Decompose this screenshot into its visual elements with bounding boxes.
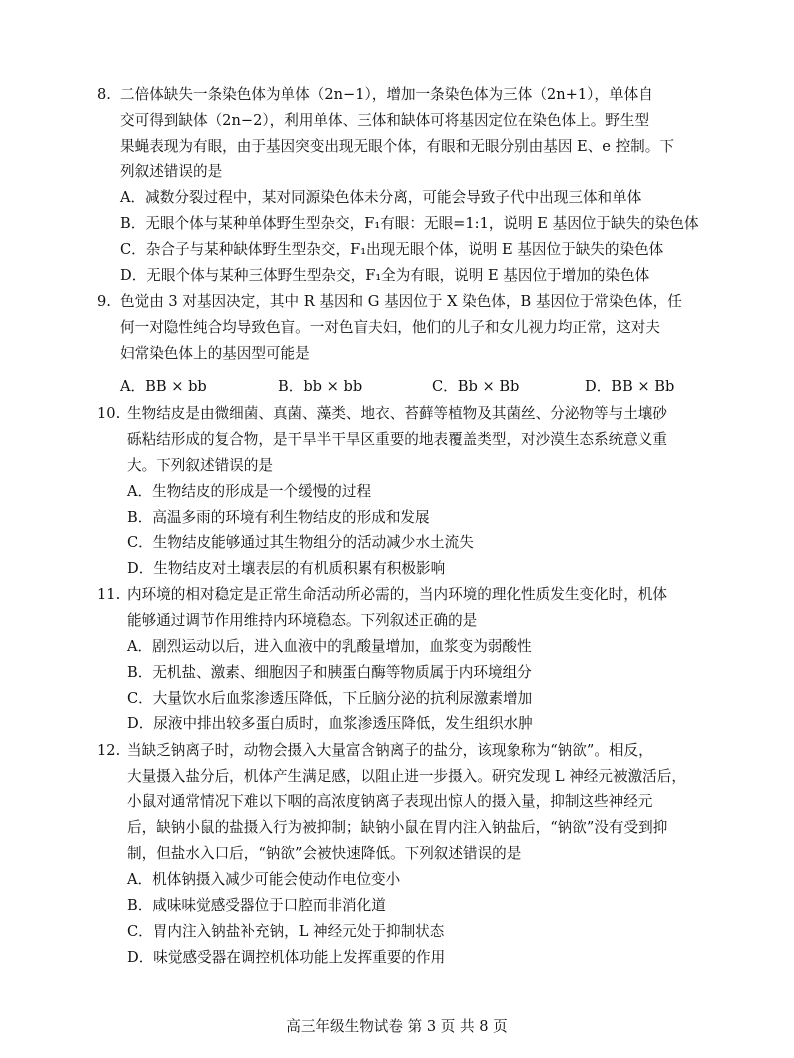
question-9-number: 9. (97, 293, 111, 310)
question-12-stem-line: 大量摄入盐分后，机体产生满足感，以阻止进一步摄入。研究发现 L 神经元被激活后， (127, 768, 686, 785)
question-8-stem-line: 果蝇表现为有眼，由于基因突变出现无眼个体，有眼和无眼分别由基因 E、e 控制。下 (120, 138, 674, 155)
question-10-stem-line: 生物结皮是由微细菌、真菌、藻类、地衣、苔藓等植物及其菌丝、分泌物等与土壤砂 (127, 405, 667, 422)
question-12-stem-line: 制，但盐水入口后，“钠欲”会被快速降低。下列叙述错误的是 (127, 845, 522, 862)
question-11-option-b: B．无机盐、激素、细胞因子和胰蛋白酶等物质属于内环境组分 (127, 664, 532, 681)
question-12-stem-line: 小鼠对通常情况下难以下咽的高浓度钠离子表现出惊人的摄入量，抑制这些神经元 (127, 793, 653, 810)
question-8-stem-line: 交可得到缺体（2n−2），利用单体、三体和缺体可将基因定位在染色体上。野生型 (120, 112, 650, 129)
question-12-number: 12. (97, 742, 121, 759)
question-8-option-d: D．无眼个体与某种三体野生型杂交，F₁全为有眼，说明 E 基因位于增加的染色体 (120, 267, 650, 284)
question-12-stem-line: 当缺乏钠离子时，动物会摄入大量富含钠离子的盐分，该现象称为“钠欲”。相反， (127, 742, 653, 759)
question-10-option-a: A．生物结皮的形成是一个缓慢的过程 (127, 483, 372, 500)
question-11-stem-line: 内环境的相对稳定是正常生命活动所必需的，当内环境的理化性质发生变化时，机体 (127, 586, 667, 603)
question-11-option-c: C．大量饮水后血浆渗透压降低，下丘脑分泌的抗利尿激素增加 (127, 690, 533, 707)
question-8-option-a: A．减数分裂过程中，某对同源染色体未分离，可能会导致子代中出现三体和单体 (120, 189, 642, 206)
question-12-option-a: A．机体钠摄入减少可能会使动作电位变小 (127, 871, 401, 888)
question-10-option-d: D．生物结皮对土壤表层的有机质积累有积极影响 (127, 560, 446, 577)
question-9-option-c: C．Bb × Bb (432, 378, 520, 395)
question-11-number: 11. (97, 586, 121, 603)
question-9-option-a: A．BB × bb (120, 378, 207, 395)
question-8-number: 8. (97, 86, 111, 103)
question-9-option-d: D．BB × Bb (585, 378, 675, 395)
question-11-option-d: D．尿液中排出较多蛋白质时，血浆渗透压降低，发生组织水肿 (127, 715, 533, 732)
question-11-stem-line: 能够通过调节作用维持内环境稳态。下列叙述正确的是 (127, 612, 478, 629)
question-10-number: 10. (97, 405, 121, 422)
question-10-option-c: C．生物结皮能够通过其生物组分的活动减少水土流失 (127, 534, 474, 551)
question-12-option-d: D．味觉感受器在调控机体功能上发挥重要的作用 (127, 949, 446, 966)
page-footer: 高三年级生物试卷 第 3 页 共 8 页 (286, 1018, 508, 1035)
question-12-option-c: C．胃内注入钠盐补充钠，L 神经元处于抑制状态 (127, 923, 445, 940)
question-9-stem-line: 何一对隐性纯合均导致色盲。一对色盲夫妇，他们的儿子和女儿视力均正常，这对夫 (120, 319, 660, 336)
question-10-option-b: B．高温多雨的环境有利生物结皮的形成和发展 (127, 509, 430, 526)
question-8-stem-line: 列叙述错误的是 (120, 163, 223, 180)
question-8-option-b: B．无眼个体与某种单体野生型杂交，F₁有眼：无眼=1:1，说明 E 基因位于缺失的染色体 (120, 215, 699, 232)
question-8-stem-line: 二倍体缺失一条染色体为单体（2n−1），增加一条染色体为三体（2n+1），单体自 (120, 86, 653, 103)
question-10-stem-line: 大。下列叙述错误的是 (127, 457, 273, 474)
question-9-stem-line: 妇常染色体上的基因型可能是 (120, 345, 310, 362)
question-9-option-b: B．bb × bb (278, 378, 363, 395)
question-12-stem-line: 后，缺钠小鼠的盐摄入行为被抑制；缺钠小鼠在胃内注入钠盐后，“钠欲”没有受到抑 (127, 819, 668, 836)
question-12-option-b: B．咸味味觉感受器位于口腔而非消化道 (127, 897, 386, 914)
question-11-option-a: A．剧烈运动以后，进入血液中的乳酸量增加，血浆变为弱酸性 (127, 638, 532, 655)
question-8-option-c: C．杂合子与某种缺体野生型杂交，F₁出现无眼个体，说明 E 基因位于缺失的染色体 (120, 241, 664, 258)
question-9-stem-line: 色觉由 3 对基因决定，其中 R 基因和 G 基因位于 X 染色体，B 基因位于常染色体，任 (120, 293, 682, 310)
question-10-stem-line: 砾粘结形成的复合物，是干旱半干旱区重要的地表覆盖类型，对沙漠生态系统意义重 (127, 431, 667, 448)
